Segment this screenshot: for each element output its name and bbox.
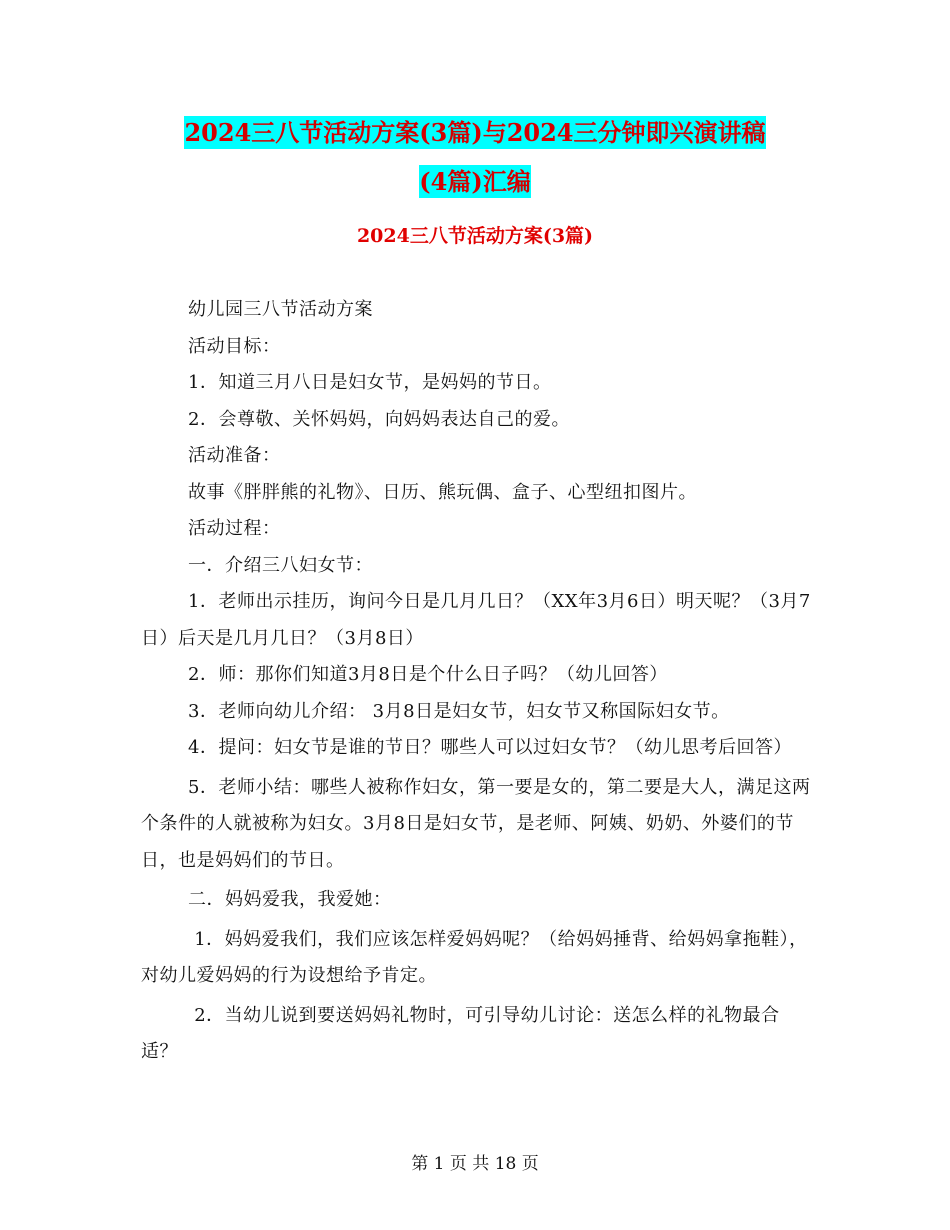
- title-line-2: (4篇)汇编: [419, 167, 531, 196]
- paragraph: 活动过程：: [188, 518, 281, 539]
- title-line-1: 2024三八节活动方案(3篇)与2024三分钟即兴演讲稿: [184, 118, 766, 147]
- paragraph: 3．老师向幼儿介绍： 3月8日是妇女节，妇女节又称国际妇女节。: [188, 700, 730, 722]
- paragraph: 二．妈妈爱我，我爱她：: [188, 889, 392, 910]
- paragraph: 一．介绍三八妇女节：: [188, 554, 373, 576]
- section-heading: 2024三八节活动方案(3篇): [356, 225, 594, 247]
- paragraph: 故事《胖胖熊的礼物》、日历、熊玩偶、盒子、心型纽扣图片。: [188, 481, 697, 503]
- paragraph: 2．师：那你们知道3月8日是个什么日子吗？（幼儿回答）: [188, 664, 668, 685]
- document-body: [141, 292, 811, 1071]
- paragraph: 2．会尊敬、关怀妈妈，向妈妈表达自己的爱。: [188, 408, 570, 430]
- paragraph: 1．老师出示挂历，询问今日是几月几日？（XX年3月6日）明天呢？（3月7日）后天是几月几日？（3月8日）: [141, 591, 811, 649]
- paragraph: 5．老师小结：哪些人被称作妇女，第一要是女的，第二要是大人，满足这两个条件的人就被称为妇女。3月8日是妇女节，是老师、阿姨、奶奶、外婆们的节日，也是妈妈们的节日。: [141, 776, 811, 871]
- paragraph: 4．提问：妇女节是谁的节日？哪些人可以过妇女节？（幼儿思考后回答）: [188, 737, 792, 758]
- paragraph: 1．知道三月八日是妇女节，是妈妈的节日。: [188, 372, 552, 393]
- page-number-footer: 第 1 页 共 18 页: [411, 1154, 539, 1174]
- paragraph: 1．妈妈爱我们，我们应该怎样爱妈妈呢？（给妈妈捶背、给妈妈拿拖鞋），对幼儿爱妈妈的行为设想给予肯定。: [141, 928, 808, 986]
- paragraph: 活动准备：: [188, 445, 281, 466]
- paragraph: 2．当幼儿说到要送妈妈礼物时，可引导幼儿讨论：送怎么样的礼物最合适？: [141, 1004, 780, 1062]
- paragraph: 幼儿园三八节活动方案: [188, 299, 373, 320]
- paragraph: 活动目标：: [188, 335, 281, 357]
- document-title: [0, 108, 950, 206]
